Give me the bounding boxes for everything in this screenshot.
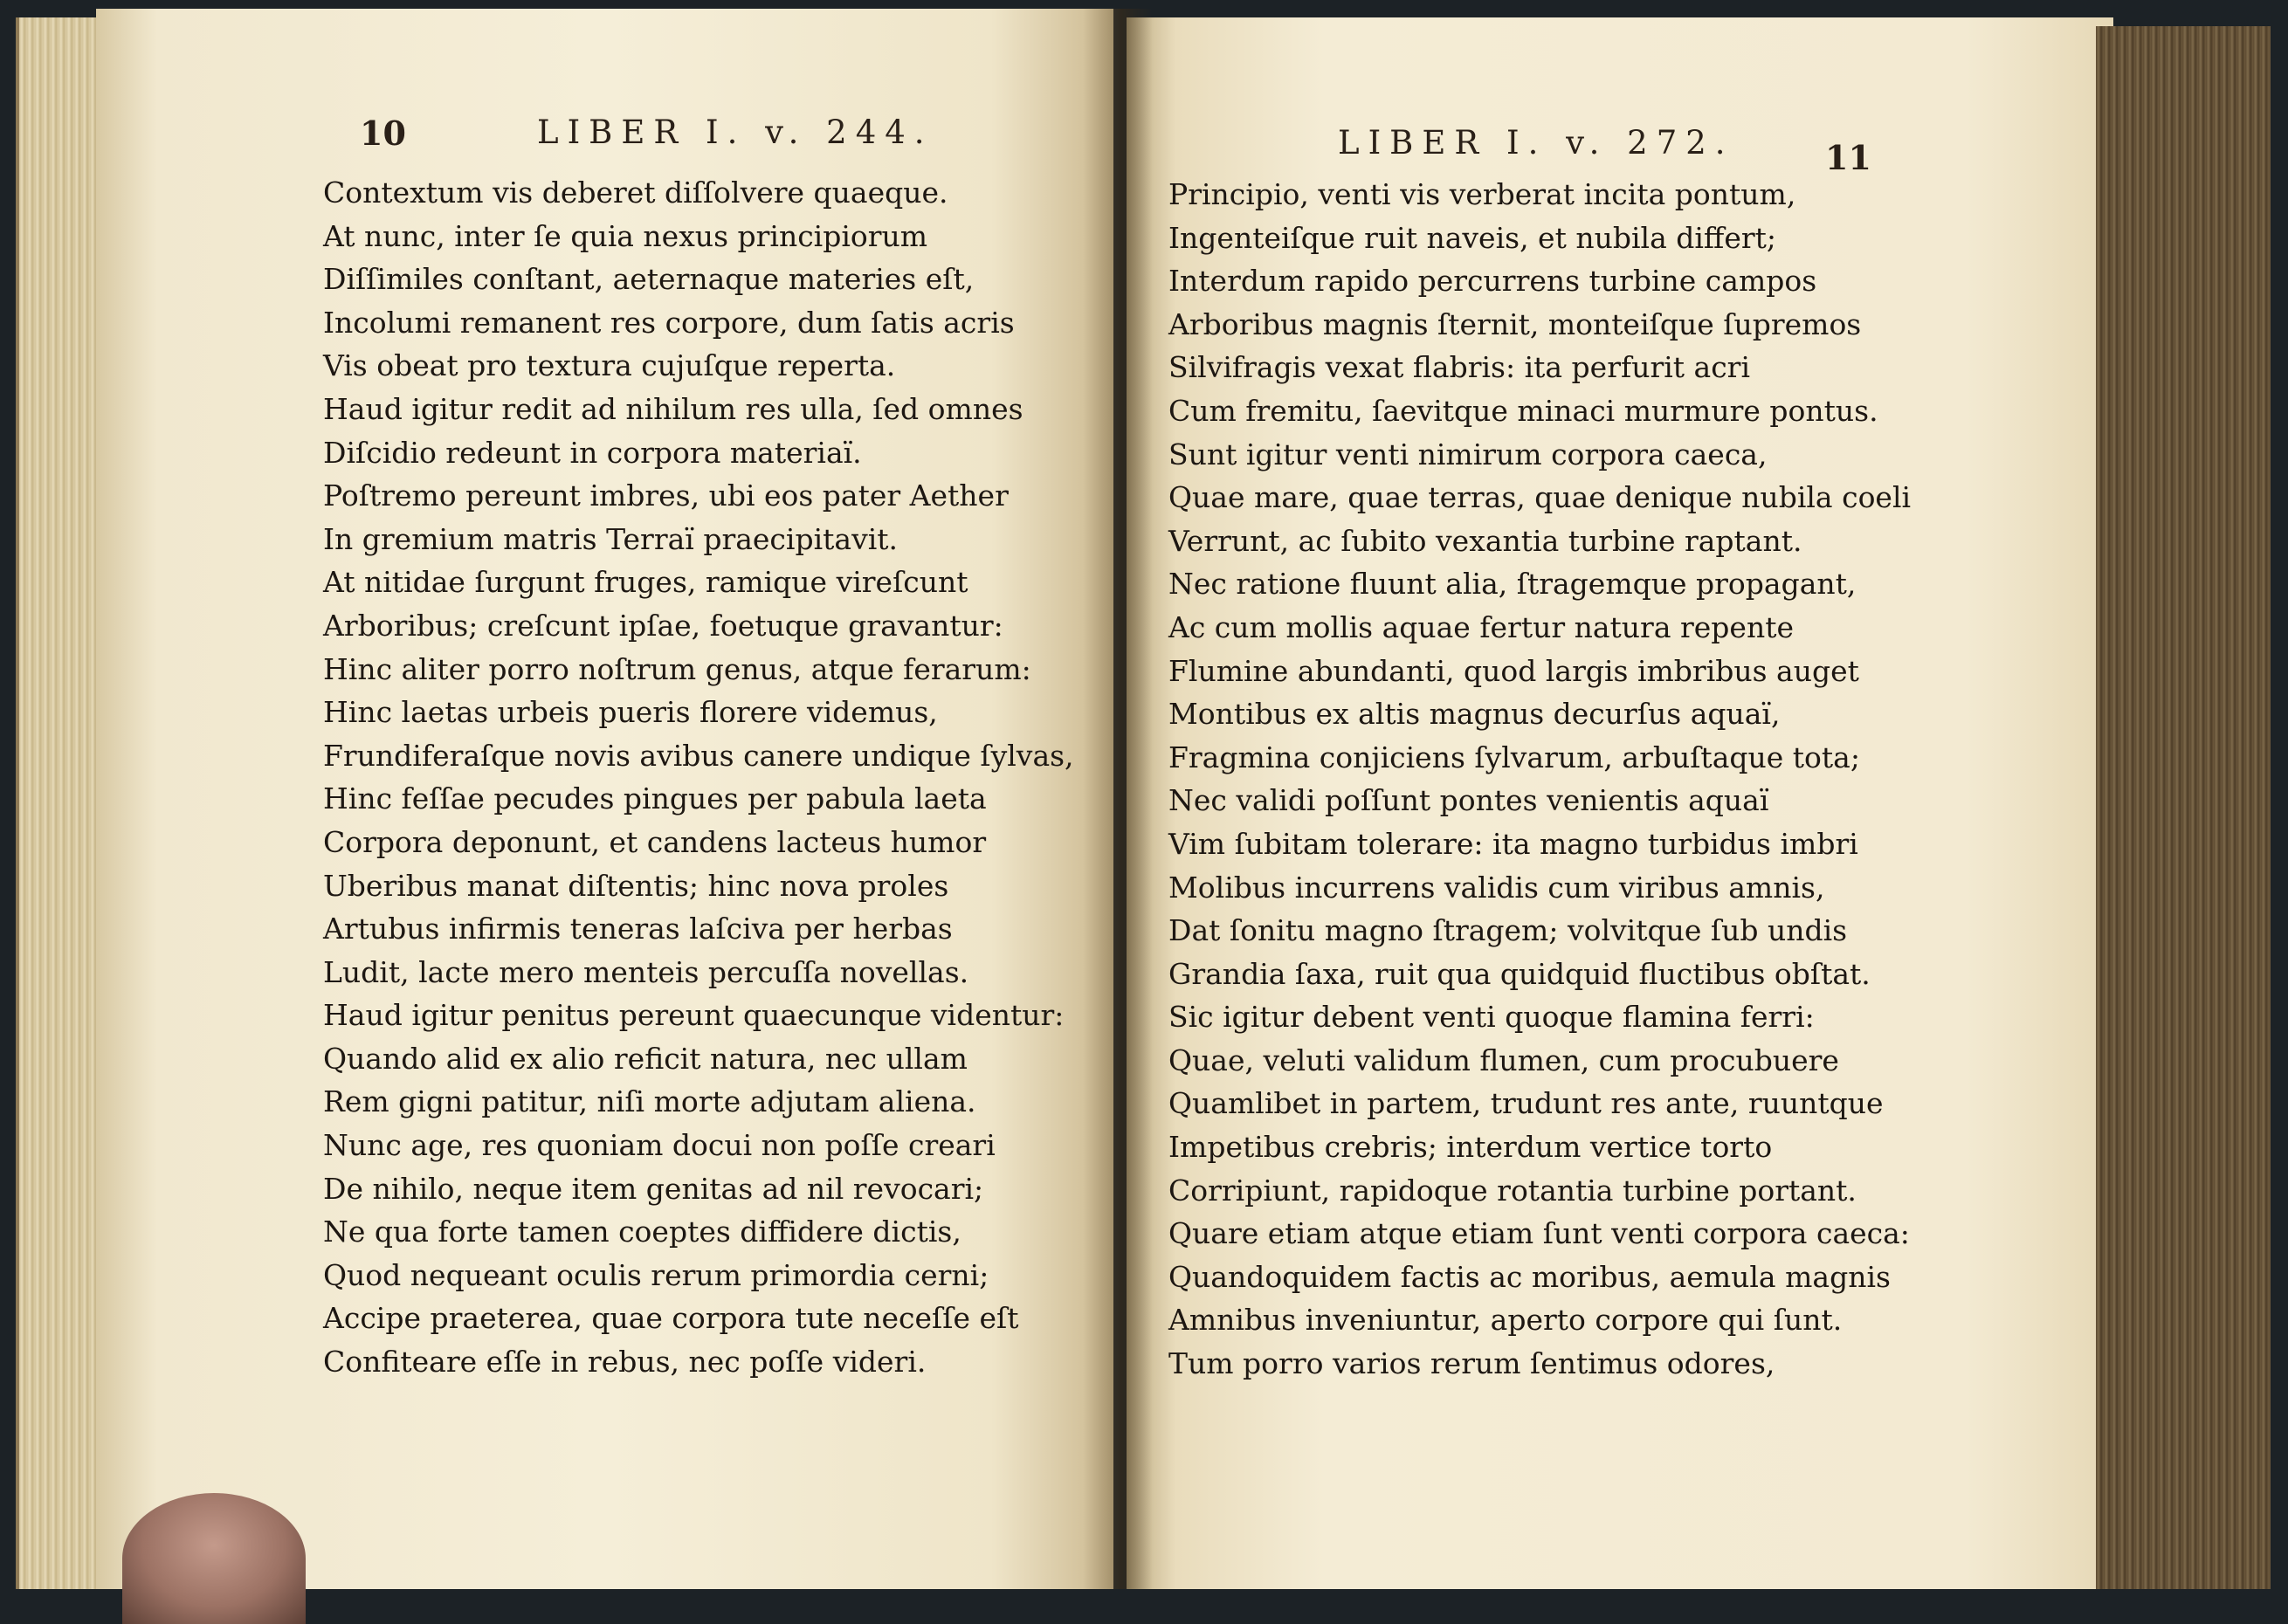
verse-line: Ac cum mollis aquae fertur natura repente	[1168, 609, 1794, 644]
verse-line: Silvifragis vexat flabris: ita perfurit acri	[1168, 350, 1751, 385]
verse-line: Rem gigni patitur, niſi morte adjutam aliena.	[323, 1084, 976, 1119]
right-page-text	[1168, 173, 1911, 1386]
verse-line: Accipe praeterea, quae corpora tute neceſſe eſt	[323, 1301, 1019, 1336]
verse-line: Principio, venti vis verberat incita pontum,	[1168, 177, 1796, 211]
verse-line: Haud igitur penitus pereunt quaecunque videntur:	[323, 998, 1065, 1033]
verse-line: At nitidae ſurgunt fruges, ramique vireſcunt	[323, 565, 968, 600]
verse-line: Quod nequeant oculis rerum primordia cerni;	[323, 1257, 989, 1292]
verse-line: Haud igitur redit ad nihilum res ulla, ſed omnes	[323, 391, 1023, 426]
verse-line: Nec ratione fluunt alia, ſtragemque propagant,	[1168, 567, 1857, 602]
verse-line: Corpora deponunt, et candens lacteus humor	[323, 824, 987, 859]
verse-line: Sic igitur debent venti quoque flamina ferri:	[1168, 1000, 1815, 1035]
verse-line: Verrunt, ac ſubito vexantia turbine raptant.	[1168, 523, 1802, 558]
left-page-number: 10	[360, 114, 406, 153]
verse-line: Nunc age, res quoniam docui non poſſe creari	[323, 1128, 996, 1163]
verse-line: Ingenteiſque ruit naveis, et nubila differt;	[1168, 220, 1777, 255]
verse-line: Vis obeat pro textura cujuſque reperta.	[323, 348, 896, 383]
left-page-text	[323, 171, 1074, 1384]
verse-line: Vim ſubitam tolerare: ita magno turbidus imbri	[1168, 826, 1858, 861]
verse-line: Diſſimiles conſtant, aeternaque materies eſt,	[323, 262, 975, 297]
verse-line: Hinc feſſae pecudes pingues per pabula laeta	[323, 781, 987, 816]
right-page-edges	[2096, 26, 2271, 1589]
verse-line: Corripiunt, rapidoque rotantia turbine portant.	[1168, 1173, 1857, 1208]
verse-line: Grandia ſaxa, ruit qua quidquid fluctibus obſtat.	[1168, 956, 1871, 991]
holding-thumb	[122, 1493, 306, 1624]
verse-line: Quare etiam atque etiam ſunt venti corpora caeca:	[1168, 1216, 1910, 1251]
verse-line: Quandoquidem factis ac moribus, aemula magnis	[1168, 1259, 1891, 1294]
verse-line: De nihilo, neque item genitas ad nil revocari;	[323, 1171, 984, 1206]
verse-line: Ludit, lacte mero menteis percuſſa novellas.	[323, 954, 969, 989]
verse-line: Molibus incurrens validis cum viribus amnis,	[1168, 870, 1825, 905]
verse-line: Quae mare, quae terras, quae denique nubila coeli	[1168, 480, 1912, 515]
right-running-head: LIBER I. v. 272.	[1338, 124, 1734, 162]
verse-line: Sunt igitur venti nimirum corpora caeca,	[1168, 437, 1768, 471]
verse-line: Arboribus; creſcunt ipſae, foetuque gravantur:	[323, 608, 1003, 643]
left-page-edges	[16, 17, 107, 1589]
verse-line: Arboribus magnis ſternit, monteiſque ſupremos	[1168, 306, 1862, 341]
book-gutter	[1083, 9, 1153, 1589]
verse-line: Diſcidio redeunt in corpora materiaï.	[323, 435, 862, 470]
right-page-number: 11	[1825, 138, 1871, 177]
verse-line: In gremium matris Terraï praecipitavit.	[323, 521, 899, 556]
verse-line: Tum porro varios rerum ſentimus odores,	[1168, 1346, 1775, 1381]
verse-line: Impetibus crebris; interdum vertice torto	[1168, 1130, 1773, 1165]
verse-line: Montibus ex altis magnus decurſus aquaï,	[1168, 697, 1781, 732]
verse-line: Nec validi poſſunt pontes venientis aquaï	[1168, 783, 1769, 818]
verse-line: Artubus infirmis teneras laſciva per herbas	[323, 912, 953, 946]
verse-line: At nunc, inter ſe quia nexus principiorum	[323, 218, 928, 253]
verse-line: Fragmina conjiciens ſylvarum, arbuſtaque tota;	[1168, 740, 1860, 774]
verse-line: Interdum rapido percurrens turbine campos	[1168, 264, 1817, 299]
verse-line: Quamlibet in partem, trudunt res ante, ruuntque	[1168, 1086, 1884, 1121]
verse-line: Uberibus manat diſtentis; hinc nova proles	[323, 868, 949, 903]
verse-line: Poſtremo pereunt imbres, ubi eos pater Aether	[323, 478, 1009, 513]
verse-line: Quae, veluti validum flumen, cum procubuere	[1168, 1043, 1839, 1077]
verse-line: Frundiferaſque novis avibus canere undique ſylvas,	[323, 738, 1074, 773]
verse-line: Flumine abundanti, quod largis imbribus auget	[1168, 653, 1859, 688]
verse-line: Quando alid ex alio reficit natura, nec ullam	[323, 1041, 968, 1076]
verse-line: Contextum vis deberet diſſolvere quaeque.	[323, 175, 948, 210]
verse-line: Hinc laetas urbeis pueris florere videmus,	[323, 695, 938, 730]
verse-line: Cum fremitu, ſaevitque minaci murmure pontus.	[1168, 393, 1878, 428]
verse-line: Hinc aliter porro noſtrum genus, atque ferarum:	[323, 651, 1031, 686]
verse-line: Incolumi remanent res corpore, dum ſatis acris	[323, 305, 1015, 340]
verse-line: Dat ſonitu magno ſtragem; volvitque ſub undis	[1168, 913, 1848, 948]
verse-line: Ne qua forte tamen coeptes diffidere dictis,	[323, 1215, 961, 1249]
left-running-head: LIBER I. v. 244.	[537, 114, 934, 151]
verse-line: Confiteare eſſe in rebus, nec poſſe videri.	[323, 1345, 927, 1380]
verse-line: Amnibus inveniuntur, aperto corpore qui ſunt.	[1168, 1303, 1843, 1338]
